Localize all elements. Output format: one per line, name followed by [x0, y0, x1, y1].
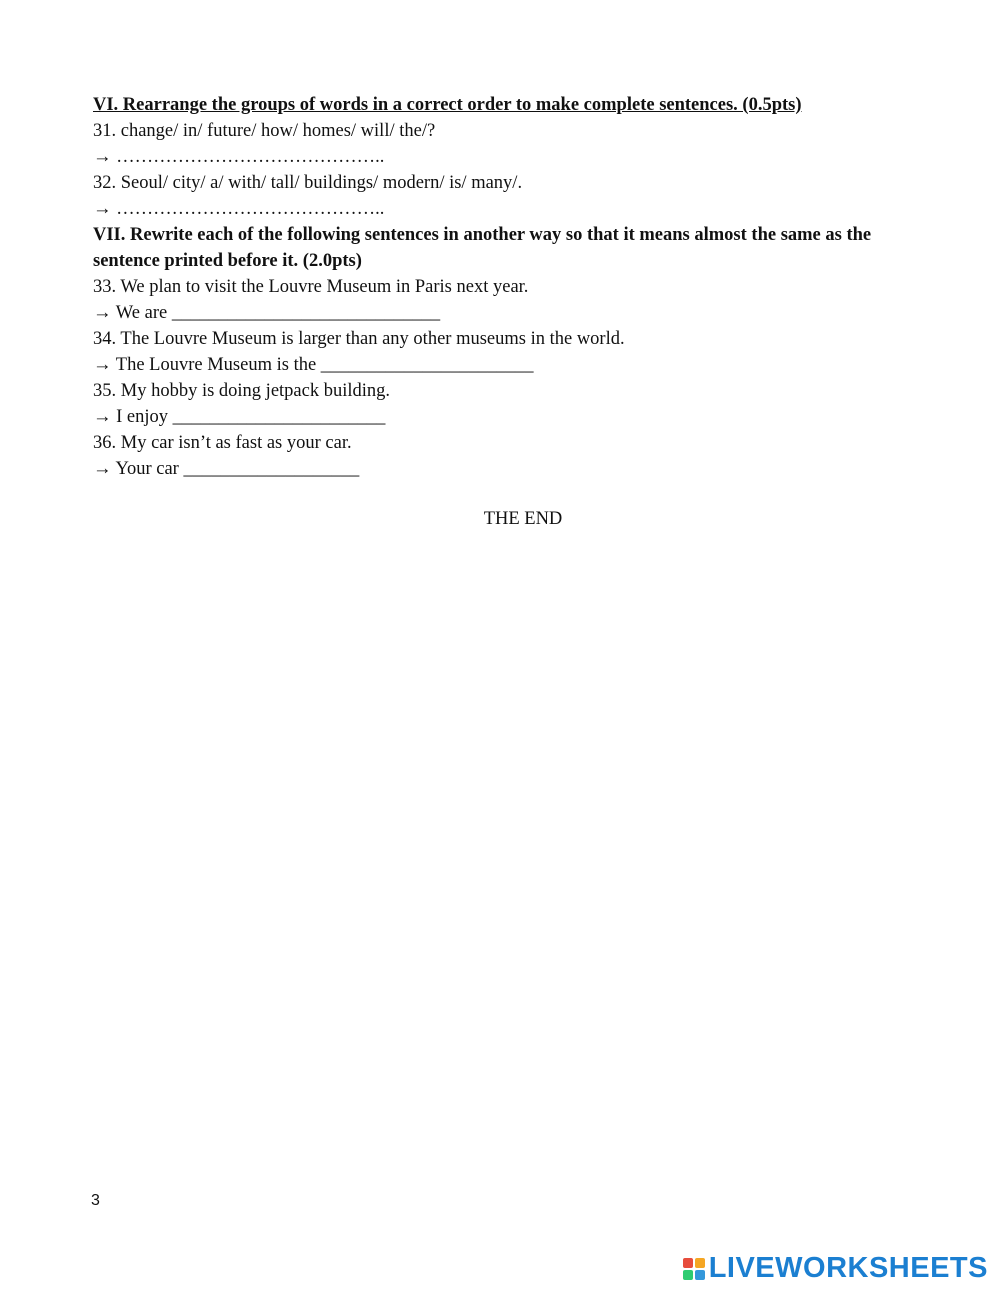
question-31: 31. change/ in/ future/ how/ homes/ will/ the/?: [93, 121, 436, 141]
page-number: 3: [91, 1192, 100, 1209]
worksheet-content: [93, 92, 913, 482]
the-end-text: THE END: [483, 509, 563, 529]
question-34: 34. The Louvre Museum is larger than any other museums in the world.: [93, 329, 625, 349]
question-32: 32. Seoul/ city/ a/ with/ tall/ buildings/ modern/ is/ many/.: [93, 173, 523, 193]
answer-35[interactable]: → I enjoy _______________________: [93, 407, 386, 427]
answer-36[interactable]: → Your car ___________________: [93, 459, 360, 479]
liveworksheets-logo-icon: [683, 1258, 705, 1280]
section-7-heading: VII. Rewrite each of the following sentences in another way so that it means almost the same as the sentence printed before it. (2.0pts): [93, 225, 872, 271]
question-35: 35. My hobby is doing jetpack building.: [93, 381, 391, 401]
liveworksheets-brand: [683, 1252, 988, 1285]
answer-32[interactable]: → ……………………………………..: [93, 199, 385, 219]
section-6-heading: VI. Rearrange the groups of words in a correct order to make complete sentences. (0.5pts): [93, 95, 802, 115]
answer-33[interactable]: → We are _____________________________: [93, 303, 441, 323]
question-33: 33. We plan to visit the Louvre Museum in Paris next year.: [93, 277, 529, 297]
brand-name: LIVEWORKSHEETS: [708, 1252, 988, 1284]
answer-34[interactable]: → The Louvre Museum is the _______________________: [93, 355, 534, 375]
question-36: 36. My car isn’t as fast as your car.: [93, 433, 352, 453]
answer-31[interactable]: → ……………………………………..: [93, 147, 385, 167]
